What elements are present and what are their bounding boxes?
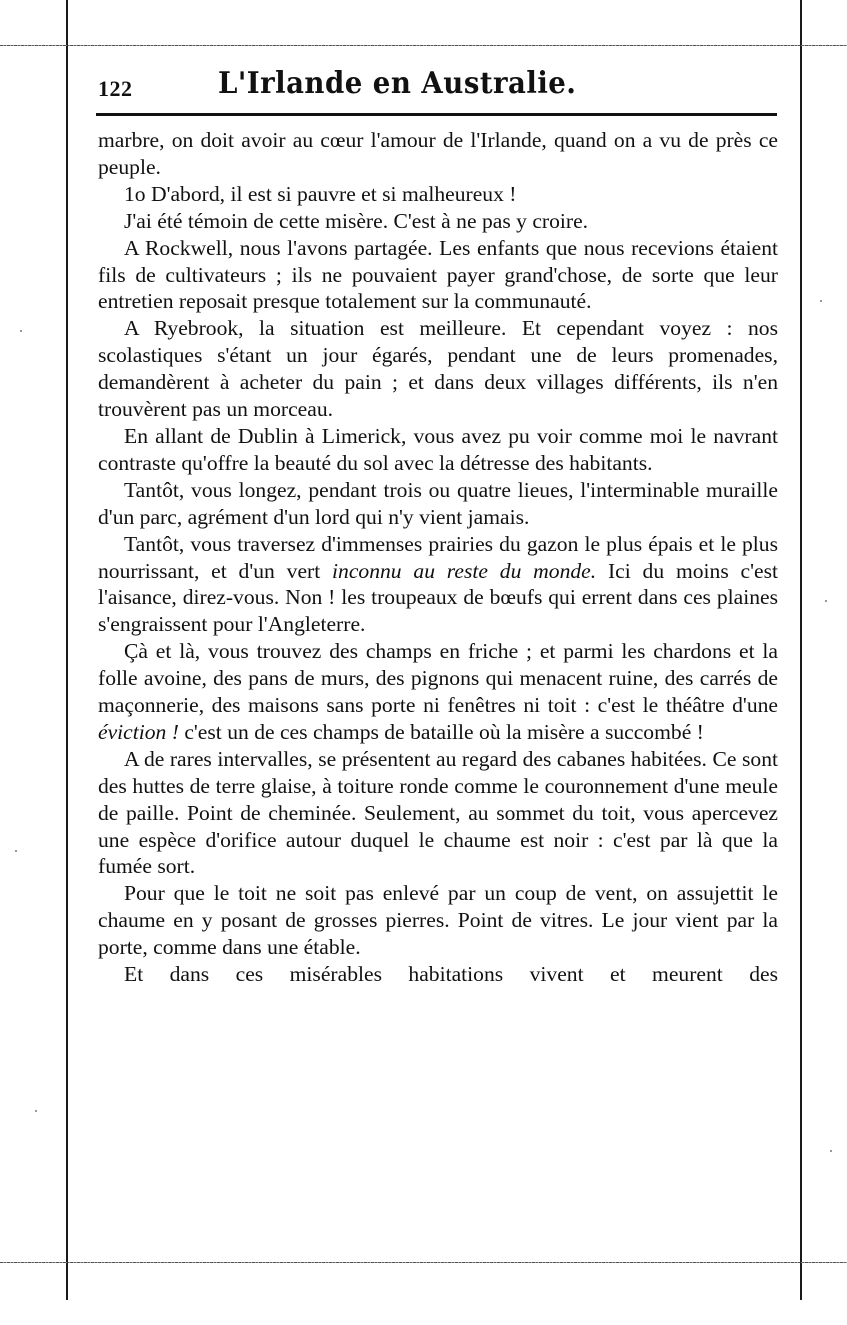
- paragraph: [98, 423, 778, 477]
- scan-border-left: [66, 0, 68, 1300]
- paragraph: [98, 531, 778, 639]
- paragraph: [98, 638, 778, 746]
- scan-speck: [825, 600, 827, 602]
- paragraph: [98, 746, 778, 881]
- page-number: 122: [98, 76, 133, 101]
- scan-speck: [830, 1150, 832, 1152]
- text-run: Çà et là, vous trouvez des champs en friche ; et parmi les chardons et la folle avoine, des pans de murs, des pignons qui menacent ruine, des carrés de maçonnerie, des maisons sans porte ni fenêtres ni toit : c'est le théâtre d'une: [98, 639, 778, 718]
- italic-phrase: éviction !: [98, 719, 179, 744]
- scan-speck: [820, 300, 822, 302]
- running-head: [98, 60, 778, 112]
- scan-speck: [15, 850, 17, 852]
- text-run: Ici du moins c'est l'aisance, direz-vous. Non ! les troupeaux de bœufs qui errent dans ces plaines s'engraissent pour l'Angleterre.: [98, 558, 779, 637]
- text-run: En allant de Dublin à Limerick, vous avez pu voir comme moi le navrant contraste qu'offre la beauté du sol avec la détresse des habitants.: [98, 423, 778, 475]
- header-rule: [96, 113, 777, 116]
- paragraph: [98, 181, 778, 208]
- text-run: J'ai été témoin de cette misère. C'est à ne pas y croire.: [124, 208, 589, 233]
- paragraph: [98, 235, 778, 316]
- text-run: c'est un de ces champs de bataille où la misère a succombé !: [178, 719, 704, 744]
- italic-phrase: inconnu au reste du monde.: [332, 558, 597, 583]
- scan-border-right: [800, 0, 802, 1300]
- paragraph: [98, 127, 778, 181]
- paragraph: [98, 961, 778, 988]
- scan-speck: [35, 1110, 37, 1112]
- body-text: [98, 127, 778, 988]
- text-run: Tantôt, vous traversez d'immenses prairies du gazon le plus épais et le plus nourrissant, et d'un vert: [98, 531, 778, 583]
- paragraph: [98, 880, 778, 961]
- text-run: Et dans ces misérables habitations vivent et meurent des: [124, 962, 778, 987]
- running-title: L'Irlande en Australie.: [218, 66, 577, 101]
- text-run: A Rockwell, nous l'avons partagée. Les enfants que nous recevions étaient fils de cultivateurs ; ils ne pouvaient payer grand'chose, de sorte que leur entretien reposait presque totalement sur la communauté.: [98, 235, 778, 314]
- text-run: Tantôt, vous longez, pendant trois ou quatre lieues, l'interminable muraille d'un parc, agrément d'un lord qui n'y vient jamais.: [98, 477, 778, 529]
- text-run: marbre, on doit avoir au cœur l'amour de l'Irlande, quand on a vu de près ce peuple.: [98, 128, 778, 179]
- text-run: A de rares intervalles, se présentent au regard des cabanes habitées. Ce sont des huttes de terre glaise, à toiture ronde comme le couronnement d'une meule de paille. Point de cheminée. Seulement, au sommet du toit, vous apercevez une espèce d'orifice autour duquel le chaume est noir : c'est par là que la fumée sort.: [98, 746, 778, 879]
- paragraph: [98, 208, 778, 235]
- text-run: Pour que le toit ne soit pas enlevé par un coup de vent, on assujettit le chaume en y posant de grosses pierres. Point de vitres. Le jour vient par la porte, comme dans une étable.: [98, 881, 778, 960]
- scan-edge-top: [0, 45, 847, 46]
- scan-speck: [20, 330, 22, 332]
- paragraph: [98, 477, 778, 531]
- scan-edge-bottom: [0, 1262, 847, 1263]
- paragraph: [98, 315, 778, 423]
- text-run: 1o D'abord, il est si pauvre et si malheureux !: [124, 181, 517, 206]
- book-page: [98, 60, 778, 988]
- text-run: A Ryebrook, la situation est meilleure. Et cependant voyez : nos scolastiques s'étant un jour égarés, pendant une de leurs promenades, demandèrent à acheter du pain ; et dans deux villages différents, ils n'en trouvèrent pas un morceau.: [98, 316, 778, 422]
